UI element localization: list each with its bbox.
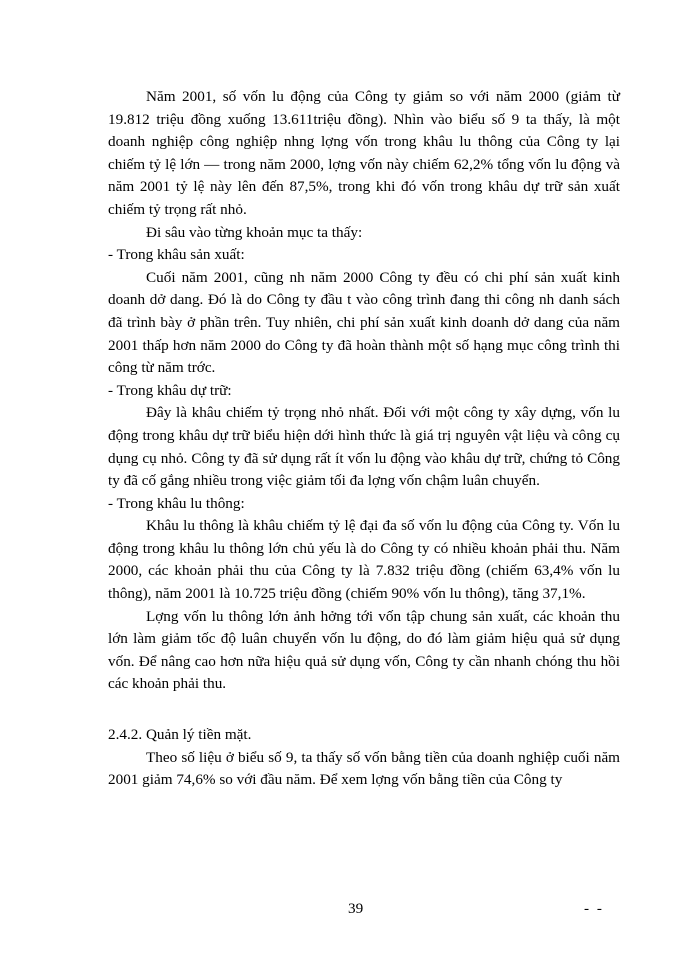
- page-number: 39: [348, 900, 364, 917]
- subheading-reserve-stage: - Trong khâu dự trữ:: [108, 381, 232, 399]
- subheading-circulation-stage: - Trong khâu lu thông:: [108, 494, 245, 512]
- paragraph-working-capital-overview: Năm 2001, số vốn lu động của Công ty giảm so với năm 2000 (giảm từ 19.812 triệu đồng xuống 13.611triệu đồng). Nhìn vào biểu số 9 ta thấy, là một doanh nghiệp công nghiệp nhng lợng vốn trong khâu lu thông của Công ty lại chiếm tỷ lệ lớn — trong năm 2000, lợng vốn này chiếm 62,2% tổng vốn lu động và năm 2001 tỷ lệ này lên đến 87,5%, trong khi đó vốn trong khâu dự trữ sản xuất chiếm tỷ trọng rất nhỏ.: [108, 88, 620, 218]
- footer-mark: - -: [584, 900, 604, 917]
- paragraph-analysis-intro: Đi sâu vào từng khoản mục ta thấy:: [146, 223, 363, 241]
- section-heading-cash-management: 2.4.2. Quản lý tiền mặt.: [108, 726, 252, 744]
- subheading-production-stage: - Trong khâu sản xuất:: [108, 246, 245, 264]
- paragraph-reserve-stage: Đây là khâu chiếm tỷ trọng nhỏ nhất. Đối với một công ty xây dựng, vốn lu động trong khâu dự trữ biểu hiện dới hình thức là giá trị nguyên vật liệu và công cụ dụng cụ nhỏ. Công ty đã sử dụng rất ít vốn lu động vào khâu dự trữ, chứng tỏ Công ty đã cố gắng nhiều trong việc giảm tối đa lợng vốn chậm luân chuyển.: [108, 404, 620, 490]
- paragraph-production-stage: Cuối năm 2001, cũng nh năm 2000 Công ty đều có chi phí sản xuất kinh doanh dở dang. Đó là do Công ty đầu t vào công trình đang thi công nh danh sách đã trình bày ở phần trên. Tuy nhiên, chi phí sản xuất kinh doanh dở dang của năm 2001 thấp hơn năm 2000 do Công ty đã hoàn thành một số hạng mục công trình thi công từ năm trớc.: [108, 268, 620, 377]
- paragraph-circulation-stage: Khâu lu thông là khâu chiếm tỷ lệ đại đa số vốn lu động của Công ty. Vốn lu động trong khâu lu thông lớn chủ yếu là do Công ty có nhiều khoản phải thu. Năm 2000, các khoản phải thu của Công ty là 7.832 triệu đồng (chiếm 63,4% vốn lu thông), năm 2001 là 10.725 triệu đồng (chiếm 90% vốn lu thông), tăng 37,1%.: [108, 517, 620, 603]
- document-body: [108, 86, 620, 792]
- paragraph-circulation-impact: Lợng vốn lu thông lớn ảnh hởng tới vốn tập chung sản xuất, các khoản thu lớn làm giảm tốc độ luân chuyển vốn lu động, do đó làm giảm hiệu quả sử dụng vốn. Để nâng cao hơn nữa hiệu quả sử dụng vốn, Công ty cần nhanh chóng thu hồi các khoản phải thu.: [108, 607, 620, 693]
- paragraph-cash-management: Theo số liệu ở biểu số 9, ta thấy số vốn bằng tiền của doanh nghiệp cuối năm 2001 giảm 74,6% so với đầu năm. Để xem lợng vốn bằng tiền của Công ty: [108, 748, 620, 789]
